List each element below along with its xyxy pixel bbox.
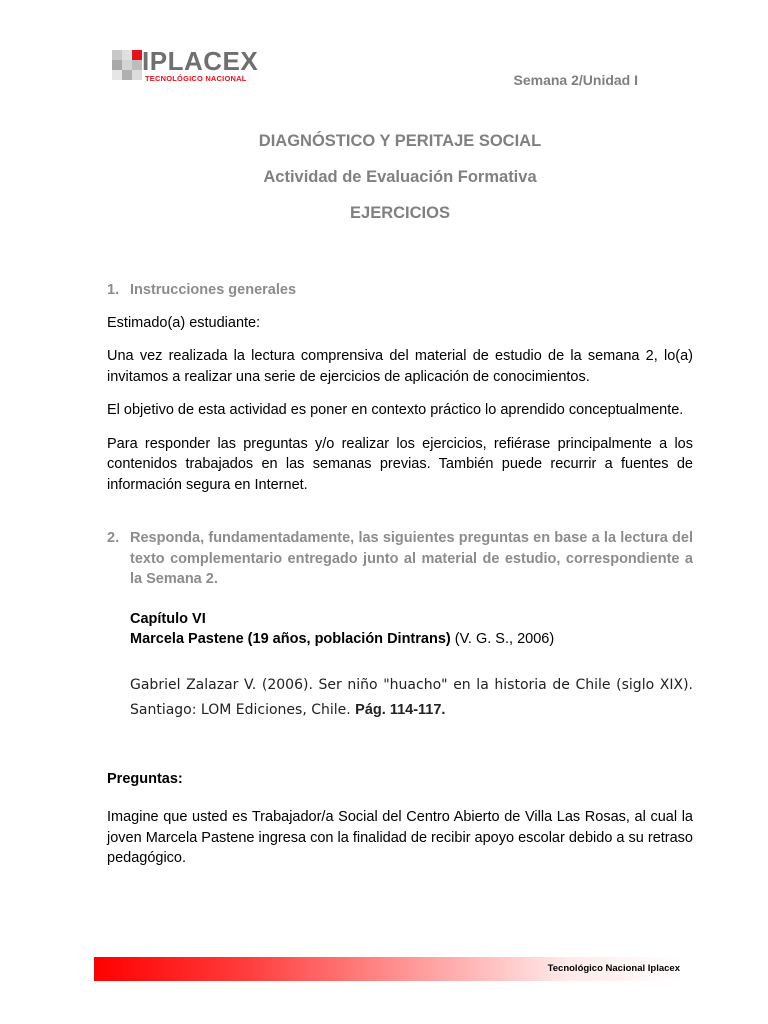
chapter-subtitle [130, 629, 693, 650]
title-block [0, 132, 768, 223]
section1-heading-text: Instrucciones generales [130, 282, 297, 298]
logo-subtitle: TECNOLÓGICO NACIONAL [145, 74, 247, 83]
paragraph-1: Una vez realizada la lectura comprensiva del material de estudio de la semana 2, lo(a) invitamos a realizar una serie de ejercicios de aplicación de conocimientos. [107, 348, 693, 385]
paragraph-2: El objetivo de esta actividad es poner en contexto práctico lo aprendido conceptualmente. [107, 402, 684, 418]
logo-wordmark: IPLACEX [142, 46, 259, 76]
document-body [107, 280, 693, 869]
greeting: Estimado(a) estudiante: [107, 314, 261, 331]
section1-number: 1. [107, 282, 120, 298]
footer-text: Tecnológico Nacional Iplacex [547, 963, 680, 974]
section2-heading-text: Responda, fundamentadamente, las siguientes preguntas en base a la lectura del texto complementario entregado junto al material de estudio, correspondiente a la Semana 2. [130, 530, 693, 587]
questions-text: Imagine que usted es Trabajador/a Social del Centro Abierto de Villa Las Rosas, al cual la joven Marcela Pastene ingresa con la finalidad de recibir apoyo escolar debido a su retraso pedagógico. [107, 809, 693, 866]
iplacex-logo [112, 46, 259, 84]
logo-mosaic-icon [112, 50, 142, 80]
activity-title: Actividad de Evaluación Formativa [263, 168, 537, 186]
chapter-title: Capítulo VI [130, 610, 206, 627]
section2-heading [107, 528, 693, 590]
paragraph-3: Para responder las preguntas y/o realizar los ejercicios, refiérase principalmente a los contenidos trabajados en las semanas previas. También puede recurrir a fuentes de información segura en Internet. [107, 435, 693, 493]
section2-number: 2. [107, 530, 120, 546]
section1-heading [107, 280, 693, 301]
chapter-subtitle-citation: (V. G. S., 2006) [450, 631, 555, 647]
bibliographic-reference [130, 673, 693, 723]
week-label: Semana 2/Unidad I [513, 72, 638, 88]
chapter-subtitle-bold: Marcela Pastene (19 años, población Dintrans) [130, 631, 451, 647]
reference-text: Gabriel Zalazar V. (2006). Ser niño "huacho" en la historia de Chile (siglo XIX). Santiago: LOM Ediciones, Chile. [130, 676, 693, 718]
reference-pages: Pág. 114-117. [355, 701, 446, 718]
section-title: EJERCICIOS [350, 204, 450, 222]
course-title: DIAGNÓSTICO Y PERITAJE SOCIAL [258, 132, 542, 150]
questions-label: Preguntas: [107, 770, 183, 787]
